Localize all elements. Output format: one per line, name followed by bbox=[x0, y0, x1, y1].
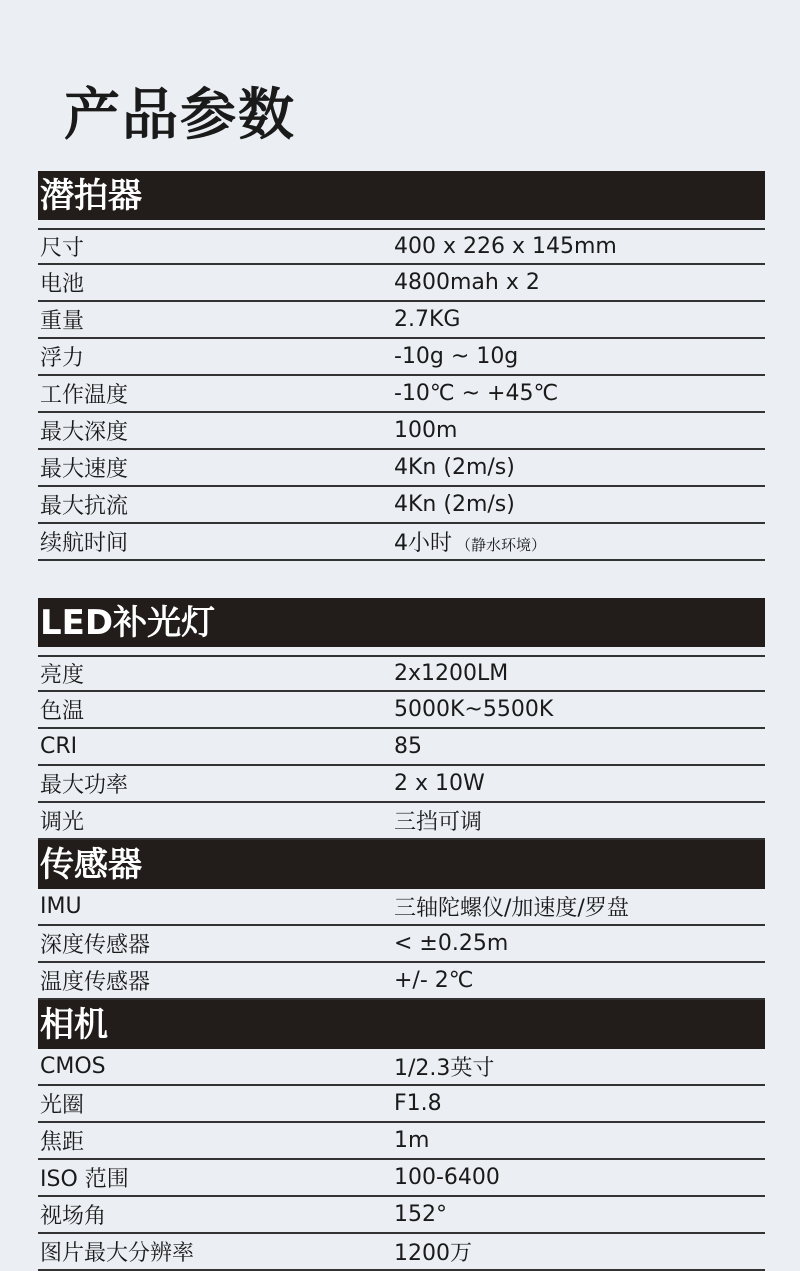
spec-value: 100-6400 bbox=[394, 1165, 500, 1190]
spec-label: 电池 bbox=[40, 272, 85, 297]
spec-value: < ±0.25m bbox=[394, 931, 509, 956]
spec-label: CRI bbox=[40, 734, 78, 759]
spec-row bbox=[38, 487, 765, 524]
spec-value: 三轴陀螺仪/加速度/罗盘 bbox=[394, 896, 629, 921]
spec-value: 4800mah x 2 bbox=[394, 270, 540, 295]
spec-label: 色温 bbox=[40, 699, 85, 724]
spec-row bbox=[38, 1086, 765, 1123]
spec-row bbox=[38, 376, 765, 413]
spec-value: 2 x 10W bbox=[394, 771, 485, 796]
section-header-led: LED补光灯 bbox=[38, 598, 765, 647]
spec-label: 浮力 bbox=[40, 346, 85, 371]
spec-label: 重量 bbox=[40, 309, 85, 334]
spec-row bbox=[38, 302, 765, 339]
spec-value: -10g ~ 10g bbox=[394, 344, 519, 369]
spec-label: 最大深度 bbox=[40, 420, 129, 445]
spec-row bbox=[38, 339, 765, 376]
spec-row bbox=[38, 766, 765, 803]
spec-table bbox=[38, 171, 765, 1271]
section-header-diver: 潜拍器 bbox=[38, 171, 765, 220]
spec-value bbox=[394, 526, 546, 557]
spec-label: 光圈 bbox=[40, 1093, 85, 1118]
spec-row bbox=[38, 228, 765, 265]
spec-row bbox=[38, 803, 765, 840]
spec-value: 5000K~5500K bbox=[394, 697, 554, 722]
spec-value: 1m bbox=[394, 1128, 430, 1153]
spec-label: 焦距 bbox=[40, 1130, 85, 1155]
spec-value: 152° bbox=[394, 1202, 447, 1227]
spec-row bbox=[38, 655, 765, 692]
spec-row bbox=[38, 265, 765, 302]
section-header-sensor: 传感器 bbox=[38, 840, 765, 889]
spec-value: 2x1200LM bbox=[394, 661, 509, 686]
spec-label: 深度传感器 bbox=[40, 933, 151, 958]
spec-label: 亮度 bbox=[40, 663, 85, 688]
spec-row bbox=[38, 450, 765, 487]
page-title: 产品参数 bbox=[64, 83, 296, 148]
spec-row bbox=[38, 963, 765, 1000]
spec-value: +/- 2℃ bbox=[394, 968, 474, 993]
spec-row bbox=[38, 1234, 765, 1271]
spec-row bbox=[38, 1123, 765, 1160]
spec-row bbox=[38, 692, 765, 729]
spec-value: 2.7KG bbox=[394, 307, 461, 332]
spec-label: IMU bbox=[40, 894, 82, 919]
spec-row bbox=[38, 889, 765, 926]
spec-value: 1/2.3英寸 bbox=[394, 1056, 495, 1081]
spec-label: ISO 范围 bbox=[40, 1167, 129, 1192]
spec-label: CMOS bbox=[40, 1054, 106, 1079]
spec-value: 4Kn (2m/s) bbox=[394, 492, 515, 517]
spec-label: 视场角 bbox=[40, 1204, 107, 1229]
spec-value: -10℃ ~ +45℃ bbox=[394, 381, 559, 406]
spec-row bbox=[38, 729, 765, 766]
spec-value: 1200万 bbox=[394, 1241, 472, 1266]
spec-label: 调光 bbox=[40, 810, 85, 835]
spec-label: 尺寸 bbox=[40, 236, 85, 261]
spec-label: 续航时间 bbox=[40, 531, 129, 556]
spec-label: 最大速度 bbox=[40, 457, 129, 482]
spec-value: F1.8 bbox=[394, 1091, 442, 1116]
spec-label: 图片最大分辨率 bbox=[40, 1241, 195, 1266]
spec-row bbox=[38, 524, 765, 561]
spec-value: 400 x 226 x 145mm bbox=[394, 234, 617, 259]
spec-value-note: （静水环境） bbox=[456, 536, 547, 554]
spec-row bbox=[38, 1049, 765, 1086]
spec-label: 温度传感器 bbox=[40, 970, 151, 995]
section-header-camera: 相机 bbox=[38, 1000, 765, 1049]
section-gap bbox=[38, 561, 765, 598]
spec-value: 4Kn (2m/s) bbox=[394, 455, 515, 480]
spec-label: 最大抗流 bbox=[40, 494, 129, 519]
spec-value: 85 bbox=[394, 734, 422, 759]
spec-value: 三挡可调 bbox=[394, 810, 483, 835]
spec-row bbox=[38, 413, 765, 450]
spec-label: 最大功率 bbox=[40, 773, 129, 798]
spec-label: 工作温度 bbox=[40, 383, 129, 408]
spec-row bbox=[38, 1197, 765, 1234]
spec-row bbox=[38, 1160, 765, 1197]
spec-row bbox=[38, 926, 765, 963]
spec-value: 100m bbox=[394, 418, 458, 443]
spec-value-main: 4小时 bbox=[394, 531, 452, 556]
